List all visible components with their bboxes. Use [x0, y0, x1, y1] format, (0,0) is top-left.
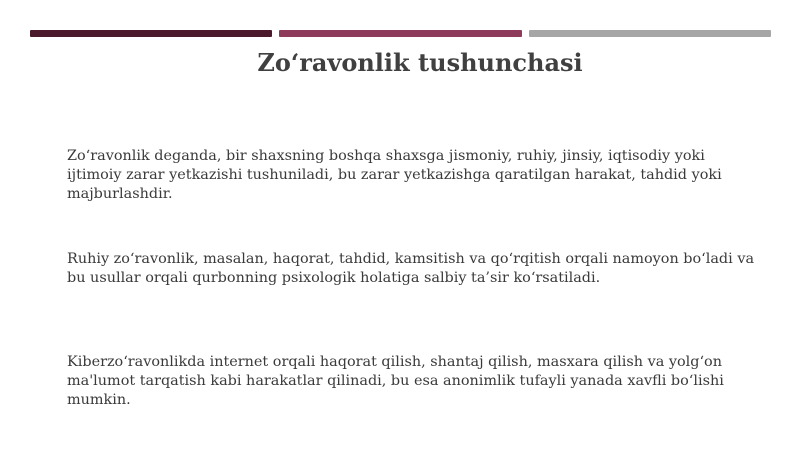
slide-title: Zo‘ravonlik tushunchasi [257, 48, 583, 77]
paragraph-definition: Zo‘ravonlik deganda, bir shaxsning boshqa shaxsga jismoniy, ruhiy, jinsiy, iqtisodiy yoki ijtimoiy zarar yetkazishi tushuniladi, bu zarar yetkazishga qaratilgan harakat, tahdid yoki majburlashdir. [67, 148, 722, 202]
paragraph-cyber: Kiberzo‘ravonlikda internet orqali haqorat qilish, shantaj qilish, masxara qilish va yolg‘on ma'lumot tarqatish kabi harakatlar qilinadi, bu esa anonimlik tufayli yanada xavfli bo‘lishi mumkin. [67, 354, 724, 408]
accent-stripe-left [30, 30, 272, 37]
paragraph-psychological: Ruhiy zo‘ravonlik, masalan, haqorat, tahdid, kamsitish va qo‘rqitish orqali namoyon bo‘ladi va bu usullar orqali qurbonning psixologik holatiga salbiy ta’sir ko‘rsatiladi. [67, 251, 755, 286]
accent-stripe-right [529, 30, 771, 37]
accent-stripe-middle [279, 30, 522, 37]
